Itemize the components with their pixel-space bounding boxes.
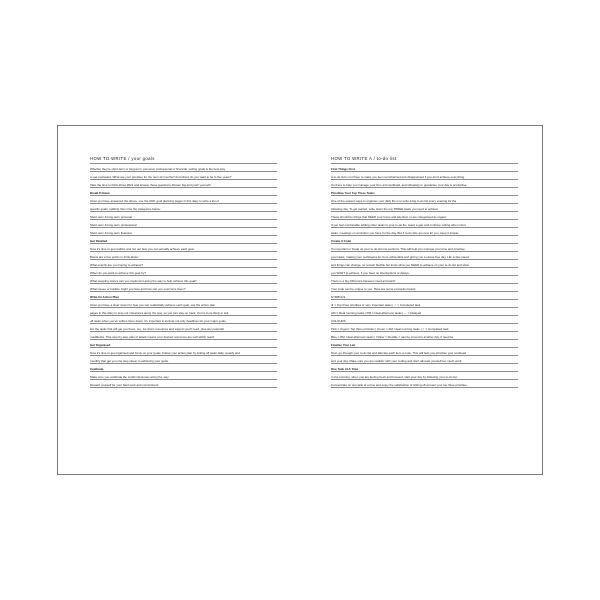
- todo-text-line: It's there to help you manage your time and workload, and ultimately to guarantee your day is productive.: [331, 180, 518, 188]
- todo-text-line: COLOURS: [331, 316, 518, 324]
- goals-subheading: Get Detailed: [90, 236, 277, 244]
- goals-text-line: Short-term & long-term financial: [90, 228, 277, 236]
- goals-text-line: What stepping stones can you implement along the way to help achieve this goal?: [90, 276, 277, 284]
- goals-subheading: Break It Down: [90, 188, 277, 196]
- goals-text-line: pages in this diary to map out milestones along the way, so you can stay on track. You're more likely to tick: [90, 308, 277, 316]
- goals-text-line: off tasks when you've written them down. It's important to include not only deadlines for your major goals,: [90, 316, 277, 324]
- todo-text-line: Concentrate on one task at a time and enjoy the satisfaction of ticking off at least your top three priorities.: [331, 380, 518, 388]
- goals-text-line: What exactly are you hoping to achieve?: [90, 260, 277, 268]
- todo-text-line: your tasks, making your workload a lot more achievable and giving you a stress-free day. Life is fast paced: [331, 252, 518, 260]
- goals-text-line: Below are a few points to think about:: [90, 252, 277, 260]
- goals-text-line: Reward yourself for your hard work and commitment.: [90, 380, 277, 388]
- goals-heading: HOW TO WRITE / your goals: [90, 156, 155, 161]
- todo-text-line: One of the easiest ways to organise your daily life is to write a big to-do list every evening for the: [331, 196, 518, 204]
- todo-column: [331, 155, 518, 388]
- goals-text-line: Short-term & long-term professional: [90, 220, 277, 228]
- todo-heading: HOW TO WRITE A / to-do list: [331, 156, 397, 161]
- goals-text-line: to get motivated. What are your priorities for the next 12 months? And where do you want to be in five years?: [90, 172, 277, 180]
- todo-text-line: It's important to break up your to-do list into sections. This will help you manage your time and prioritise: [331, 244, 518, 252]
- goals-text-line: Once you have answered the above, use the 2021 goal planning pages in this diary to write a list of: [90, 196, 277, 204]
- todo-text-line: Your code can be unique to you. Here are some examples below:: [331, 284, 518, 292]
- goals-text-line: but the tasks that will get you there, too. Jot down resources and support you'll need, plus any potential: [90, 324, 277, 332]
- goals-text-line: roadblocks. This step-by-step plan of attack means your desired outcomes are well within reach.: [90, 332, 277, 340]
- todo-subheading: Finalise Your List: [331, 340, 518, 348]
- goals-text-line: Whether they're short-term or long-term, personal, professional or financial, setting goals is the best way: [90, 164, 277, 172]
- todo-subheading: Create A Code: [331, 236, 518, 244]
- goals-text-line: Now it's time to get organised and focus on your goals. Follow your action plan by ticking off tasks daily, weekly and: [90, 348, 277, 356]
- todo-text-line: you WANT to achieve, if you have no interruptions or delays.: [331, 268, 518, 276]
- todo-text-line: SYMBOLS: [331, 292, 518, 300]
- todo-text-line: Blue = PM: Ideal afternoon tasks | Yellow = Flexible = can be moved to another day, if need be: [331, 332, 518, 340]
- todo-text-line: following day. To get started, write down the top THREE tasks you need to achieve.: [331, 204, 518, 212]
- goals-lines: [90, 164, 277, 388]
- todo-text-line: If you feel comfortable adding other tasks to your to-do list, leave a gap and continue writing other minor: [331, 220, 518, 228]
- todo-text-line: In the morning, when you are feeling fresh and focused, start your day by following your to-do list.: [331, 372, 518, 380]
- goals-text-line: Now it's time to get realistic and nut out how you can actually achieve each goal.: [90, 244, 277, 252]
- goals-subheading: Get Organised: [90, 340, 277, 348]
- todo-text-line: and things can change, so remain flexible but know what you NEED to achieve on your to-do list and what: [331, 260, 518, 268]
- goals-text-line: What issues or hurdles might you face and how can you overcome them?: [90, 284, 277, 292]
- todo-subheading: One Task At A Time: [331, 364, 518, 372]
- todo-text-line: and your day. Make sure you are realistic with your coding and don't allocate yourself too much work.: [331, 356, 518, 364]
- todo-text-line: tasks, meetings or reminders you have for the day. But if to-do lists are new for you, keep it simple.: [331, 228, 518, 236]
- goals-text-line: When do you want to achieve this goal by?: [90, 268, 277, 276]
- todo-text-line: Next, go through your to-do list and allocate each item a code. This will help you prioritise your workload: [331, 348, 518, 356]
- todo-subheading: Prioritise Your Top Three Tasks: [331, 188, 518, 196]
- goals-column: [90, 155, 277, 388]
- goals-text-line: specific goals, splitting them into the categories below:: [90, 204, 277, 212]
- todo-text-line: There is a big difference between need and want!: [331, 276, 518, 284]
- todo-text-line: ★ = Top three priorities or very important tasks | ✓ = Completed task: [331, 300, 518, 308]
- goals-text-line: Short-term & long-term personal: [90, 212, 277, 220]
- todo-text-line: A to-do list is not there to make you feel overwhelmed and disappointed if you don't achieve everything.: [331, 172, 518, 180]
- goals-text-line: Once you have a clear vision for how you can realistically achieve each goal, use the action plan: [90, 300, 277, 308]
- goals-text-line: Take the time to think about 2021 and answer these questions. Dream big and push yourself!: [90, 180, 277, 188]
- todo-lines: [331, 164, 518, 388]
- goals-text-line: Make sure you celebrate the small milestones along the way.: [90, 372, 277, 380]
- goals-text-line: monthly that get you one step closer to achieving your goals.: [90, 356, 277, 364]
- todo-text-line: Pink = Urgent: Top three priorities | Green = AM: Ideal morning tasks | ✓ = Completed task: [331, 324, 518, 332]
- todo-text-line: AM = Ideal morning tasks | PM = Ideal afternoon tasks | → = Delayed: [331, 308, 518, 316]
- todo-subheading: First Things First: [331, 164, 518, 172]
- goals-subheading: Write An Action Plan: [90, 292, 277, 300]
- todo-text-line: These should be things that NEED your focus and attention or are categorised as urgent.: [331, 212, 518, 220]
- goals-subheading: Celebrate: [90, 364, 277, 372]
